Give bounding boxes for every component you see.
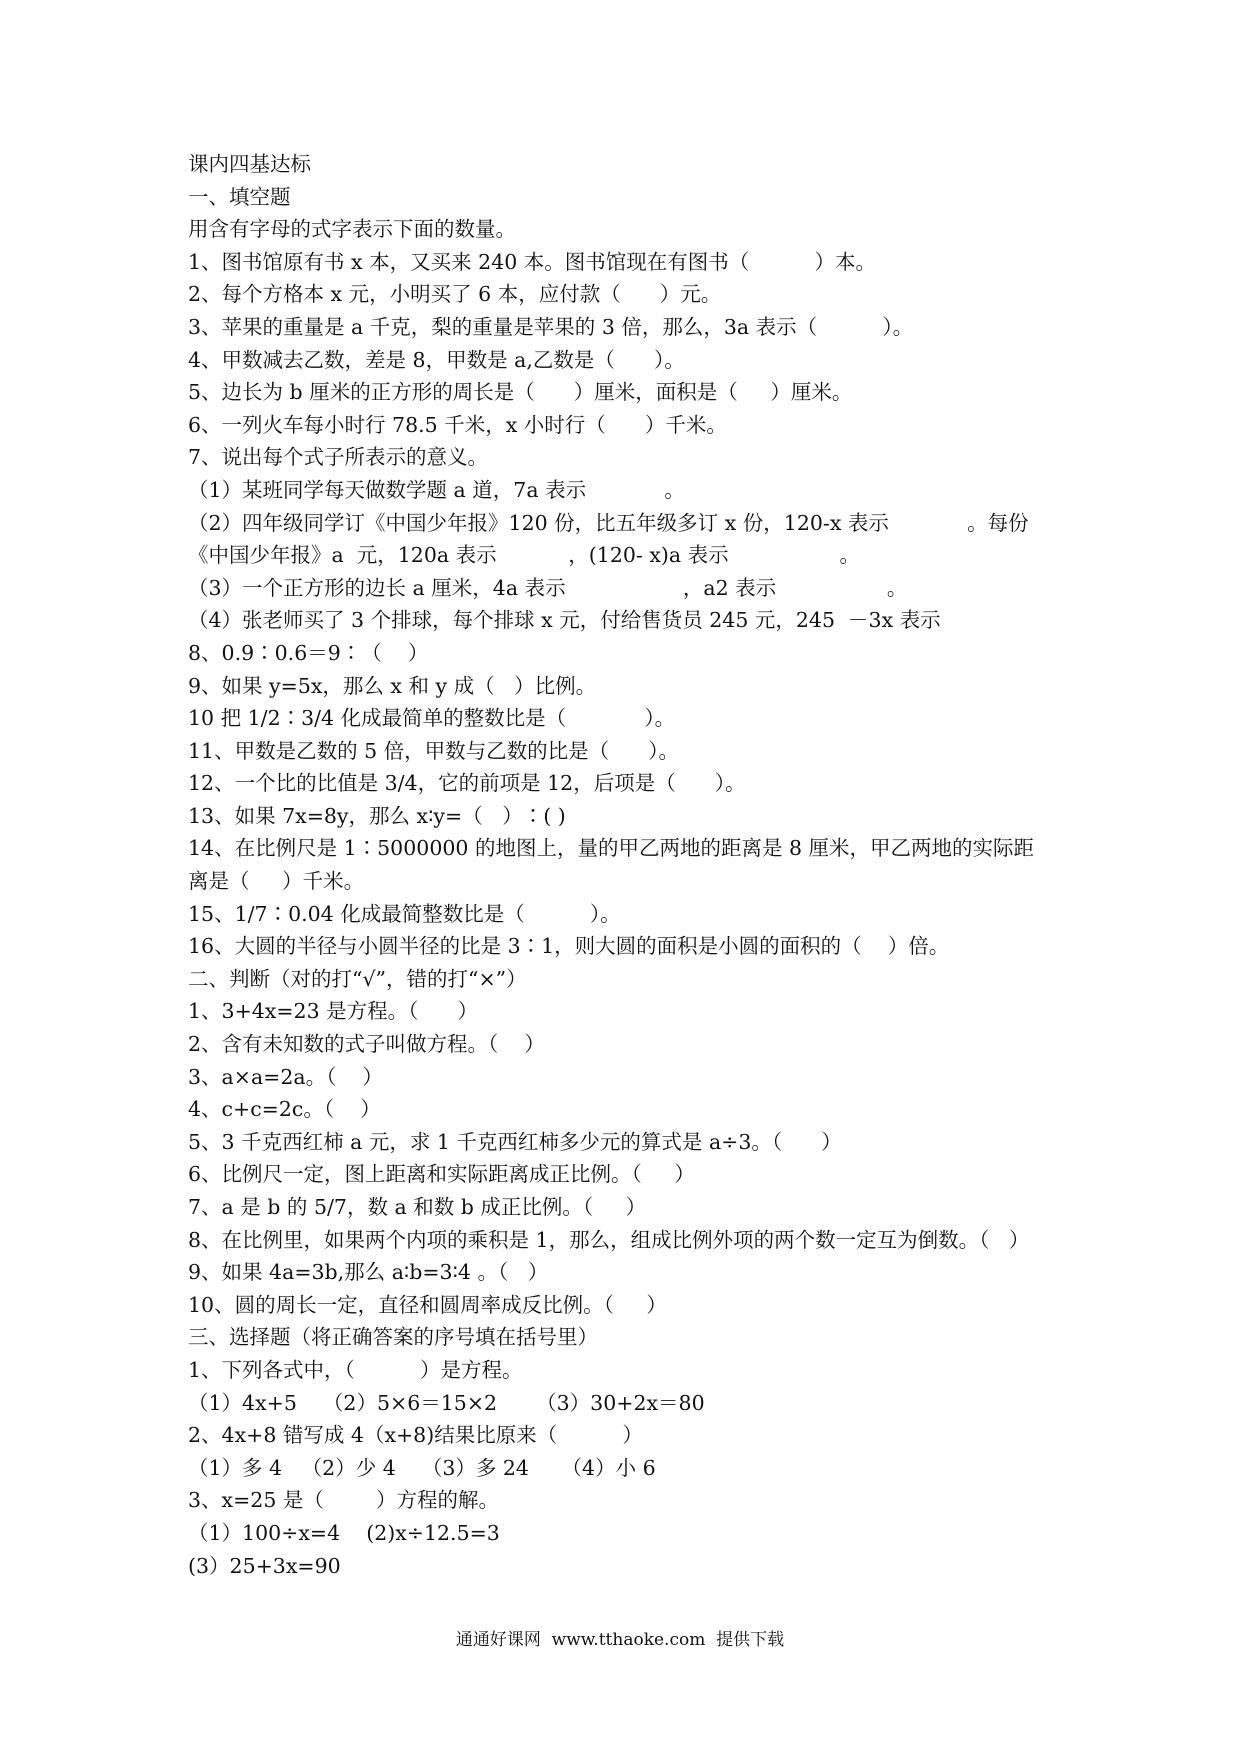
question-line: 1、下列各式中，（ ）是方程。 — [188, 1357, 523, 1382]
question-line: 3、x=25 是（ ）方程的解。 — [188, 1488, 500, 1513]
question-line: 1、3+4x=23 是方程。（ ） — [188, 999, 478, 1024]
question-line: 4、c+c=2c。（ ） — [188, 1097, 381, 1122]
section-heading-fill-in-blanks: 一、填空题 — [188, 184, 291, 209]
question-line: （4）张老师买了 3 个排球，每个排球 x 元，付给售货员 245 元，245 －3x 表示 — [188, 608, 941, 633]
question-line: （1）100÷x=4 (2)x÷12.5=3 — [188, 1520, 500, 1545]
question-line: 1、图书馆原有书 x 本，又买来 240 本。图书馆现在有图书（ ）本。 — [188, 249, 876, 274]
question-line: 12、一个比的比值是 3/4，它的前项是 12，后项是（ ）。 — [188, 771, 746, 796]
question-line: 5、3 千克西红柿 a 元，求 1 千克西红柿多少元的算式是 a÷3。（ ） — [188, 1129, 842, 1154]
question-line: （3）一个正方形的边长 a 厘米，4a 表示 ，a2 表示 。 — [188, 575, 908, 600]
question-line: 离是（ ）千米。 — [188, 869, 365, 894]
question-line: (3）25+3x=90 — [188, 1553, 341, 1578]
question-line: 6、一列火车每小时行 78.5 千米，x 小时行（ ）千米。 — [188, 412, 727, 437]
question-line: 16、大圆的半径与小圆半径的比是 3∶1，则大圆的面积是小圆的面积的（ ）倍。 — [188, 934, 950, 959]
question-line: 8、在比例里，如果两个内项的乘积是 1，那么，组成比例外项的两个数一定互为倒数。（ ） — [188, 1227, 1030, 1252]
question-line: 2、含有未知数的式子叫做方程。（ ） — [188, 1032, 545, 1057]
document-title: 课内四基达标 — [188, 152, 311, 176]
question-line: （1）多 4 （2）少 4 （3）多 24 （4）小 6 — [188, 1455, 656, 1480]
question-line: 9、如果 y=5x，那么 x 和 y 成（ ）比例。 — [188, 673, 597, 698]
question-line: （1）某班同学每天做数学题 a 道，7a 表示 。 — [188, 477, 685, 502]
question-line: 6、比例尺一定，图上距离和实际距离成正比例。（ ） — [188, 1162, 695, 1187]
question-line: 8、0.9∶0.6＝9∶（ ） — [188, 640, 429, 665]
question-line: 14、在比例尺是 1∶5000000 的地图上，量的甲乙两地的距离是 8 厘米，甲乙两地的实际距 — [188, 836, 1035, 861]
section-intro: 用含有字母的式字表示下面的数量。 — [188, 217, 516, 242]
question-line: 11、甲数是乙数的 5 倍，甲数与乙数的比是（ ）。 — [188, 738, 680, 763]
question-line: 2、每个方格本 x 元，小明买了 6 本，应付款（ ）元。 — [188, 282, 722, 307]
question-line: 5、边长为 b 厘米的正方形的周长是（ ）厘米，面积是（ ）厘米。 — [188, 380, 853, 405]
question-line: 10、圆的周长一定，直径和圆周率成反比例。（ ） — [188, 1292, 667, 1317]
question-line: 2、4x+8 错写成 4（x+8)结果比原来（ ） — [188, 1423, 643, 1448]
question-line: 10 把 1/2∶3/4 化成最简单的整数比是（ ）。 — [188, 706, 676, 731]
question-line: 4、甲数减去乙数，差是 8，甲数是 a,乙数是（ ）。 — [188, 347, 685, 372]
question-line: 15、1/7∶0.04 化成最简整数比是（ ）。 — [188, 901, 621, 926]
section-heading-true-false: 二、判断（对的打“√”，错的打“×”） — [188, 966, 527, 991]
question-line: （1）4x+5 （2）5×6＝15×2 （3）30+2x＝80 — [188, 1390, 705, 1415]
question-line: 3、苹果的重量是 a 千克，梨的重量是苹果的 3 倍，那么，3a 表示（ ）。 — [188, 314, 914, 339]
question-line: 13、如果 7x=8y，那么 x∶y=（ ）∶( ) — [188, 803, 566, 828]
question-line: 《中国少年报》a 元，120a 表示 ，(120- x)a 表示 。 — [188, 543, 860, 568]
question-line: 7、a 是 b 的 5/7，数 a 和数 b 成正比例。（ ） — [188, 1195, 647, 1219]
question-line: 3、a×a=2a。（ ） — [188, 1064, 383, 1089]
question-line: 7、说出每个式子所表示的意义。 — [188, 445, 489, 470]
document-body — [188, 148, 1068, 1582]
section-heading-multiple-choice: 三、选择题（将正确答案的序号填在括号里） — [188, 1325, 598, 1350]
page-footer: 通通好课网 www.tthaoke.com 提供下载 — [455, 1630, 785, 1650]
question-line: （2）四年级同学订《中国少年报》120 份，比五年级多订 x 份，120-x 表示 。每份 — [188, 510, 1029, 535]
question-line: 9、如果 4a=3b,那么 a∶b=3∶4 。（ ） — [188, 1260, 549, 1285]
